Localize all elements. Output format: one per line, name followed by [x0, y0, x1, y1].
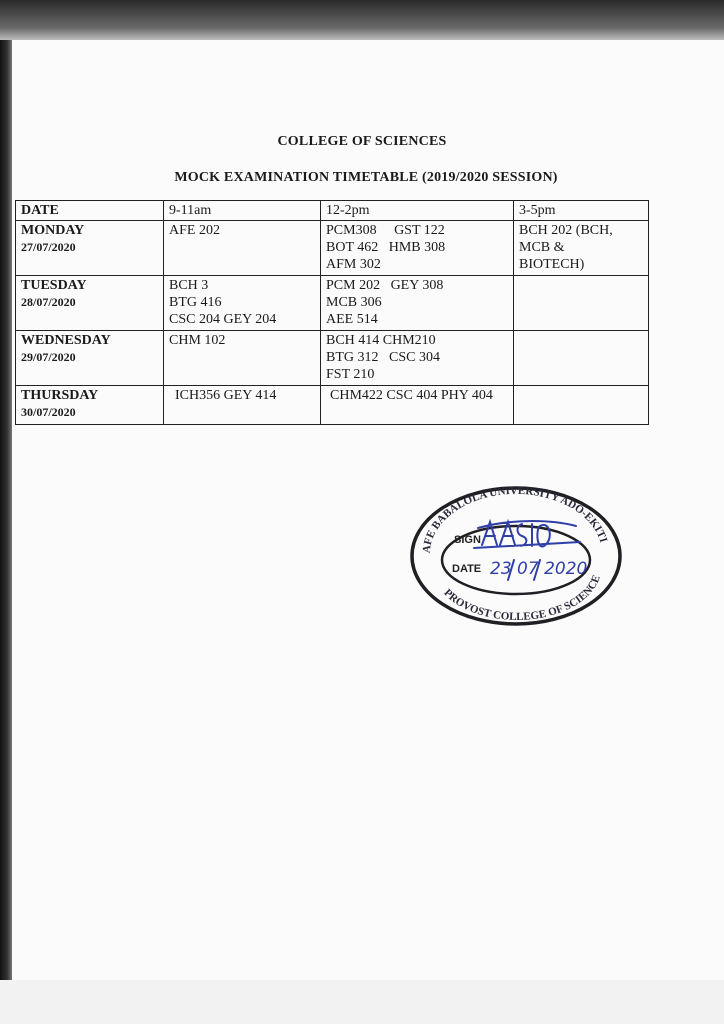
course-entry: MCB &: [519, 240, 565, 255]
table-row: [16, 276, 649, 331]
course-entry: BIOTECH): [519, 257, 585, 272]
course-entry: AFE 202: [169, 223, 220, 238]
slot-3-cell: [514, 386, 649, 425]
stamp-graphic: [404, 480, 626, 630]
course-entry: CHM 102: [169, 333, 226, 348]
date-label: 27/07/2020: [21, 240, 76, 254]
course-entry: AFM 302: [326, 257, 381, 272]
table-row: [16, 221, 649, 276]
date-cell: [16, 331, 164, 386]
date-label: 29/07/2020: [21, 350, 76, 364]
header-slot-1: 9-11am: [164, 201, 321, 221]
slot-1-cell: [164, 386, 321, 425]
course-entry: PCM308 GST 122: [326, 223, 445, 238]
day-label: TUESDAY: [21, 278, 87, 293]
date-label: 28/07/2020: [21, 295, 76, 309]
course-entry: PCM 202 GEY 308: [326, 278, 444, 293]
slot-3-cell: [514, 276, 649, 331]
stamp-bottom-text: PROVOST COLLEGE OF SCIENCE: [441, 573, 603, 624]
course-entry: BOT 462 HMB 308: [326, 240, 446, 255]
slot-1-cell: [164, 331, 321, 386]
header-slot-3: 3-5pm: [514, 201, 649, 221]
header-slot-2: 12-2pm: [321, 201, 514, 221]
day-label: MONDAY: [21, 223, 85, 238]
stamp-top-text: AFE BABALOLA UNIVERSITY ADO-EKITI: [420, 484, 610, 554]
table-header-row: [16, 201, 649, 221]
date-cell: [16, 276, 164, 331]
scan-top-shadow: [0, 0, 724, 40]
course-entry: BCH 414 CHM210: [326, 333, 436, 348]
header-date: DATE: [16, 201, 164, 221]
slot-2-cell: [321, 276, 514, 331]
provost-stamp: [404, 480, 626, 630]
date-cell: [16, 386, 164, 425]
course-entry: CSC 204 GEY 204: [169, 312, 277, 327]
table-row: [16, 331, 649, 386]
slot-2-cell: [321, 386, 514, 425]
slot-3-cell: [514, 221, 649, 276]
course-entry: MCB 306: [326, 295, 382, 310]
course-entry: BTG 312 CSC 304: [326, 350, 440, 365]
course-entry: CHM422 CSC 404 PHY 404: [330, 388, 493, 403]
slot-1-cell: [164, 276, 321, 331]
course-entry: AEE 514: [326, 312, 378, 327]
course-entry: FST 210: [326, 367, 375, 382]
slot-2-cell: [321, 221, 514, 276]
date-label: 30/07/2020: [21, 405, 76, 419]
handwritten-date: 23 07 2020: [490, 559, 588, 579]
stamp-sign-label: SIGN: [454, 534, 481, 546]
exam-timetable: [15, 200, 649, 425]
table-row: [16, 386, 649, 425]
course-entry: BTG 416: [169, 295, 222, 310]
course-entry: ICH356 GEY 414: [175, 388, 277, 403]
day-label: WEDNESDAY: [21, 333, 111, 348]
scan-bottom-area: [0, 980, 724, 1024]
course-entry: BCH 3: [169, 278, 209, 293]
slot-3-cell: [514, 331, 649, 386]
slot-2-cell: [321, 331, 514, 386]
course-entry: BCH 202 (BCH,: [519, 223, 613, 238]
slot-1-cell: [164, 221, 321, 276]
day-label: THURSDAY: [21, 388, 99, 403]
stamp-date-label: DATE: [452, 563, 482, 575]
timetable-title: MOCK EXAMINATION TIMETABLE (2019/2020 SESSION): [174, 170, 558, 185]
college-heading: COLLEGE OF SCIENCES: [277, 134, 447, 149]
date-cell: [16, 221, 164, 276]
